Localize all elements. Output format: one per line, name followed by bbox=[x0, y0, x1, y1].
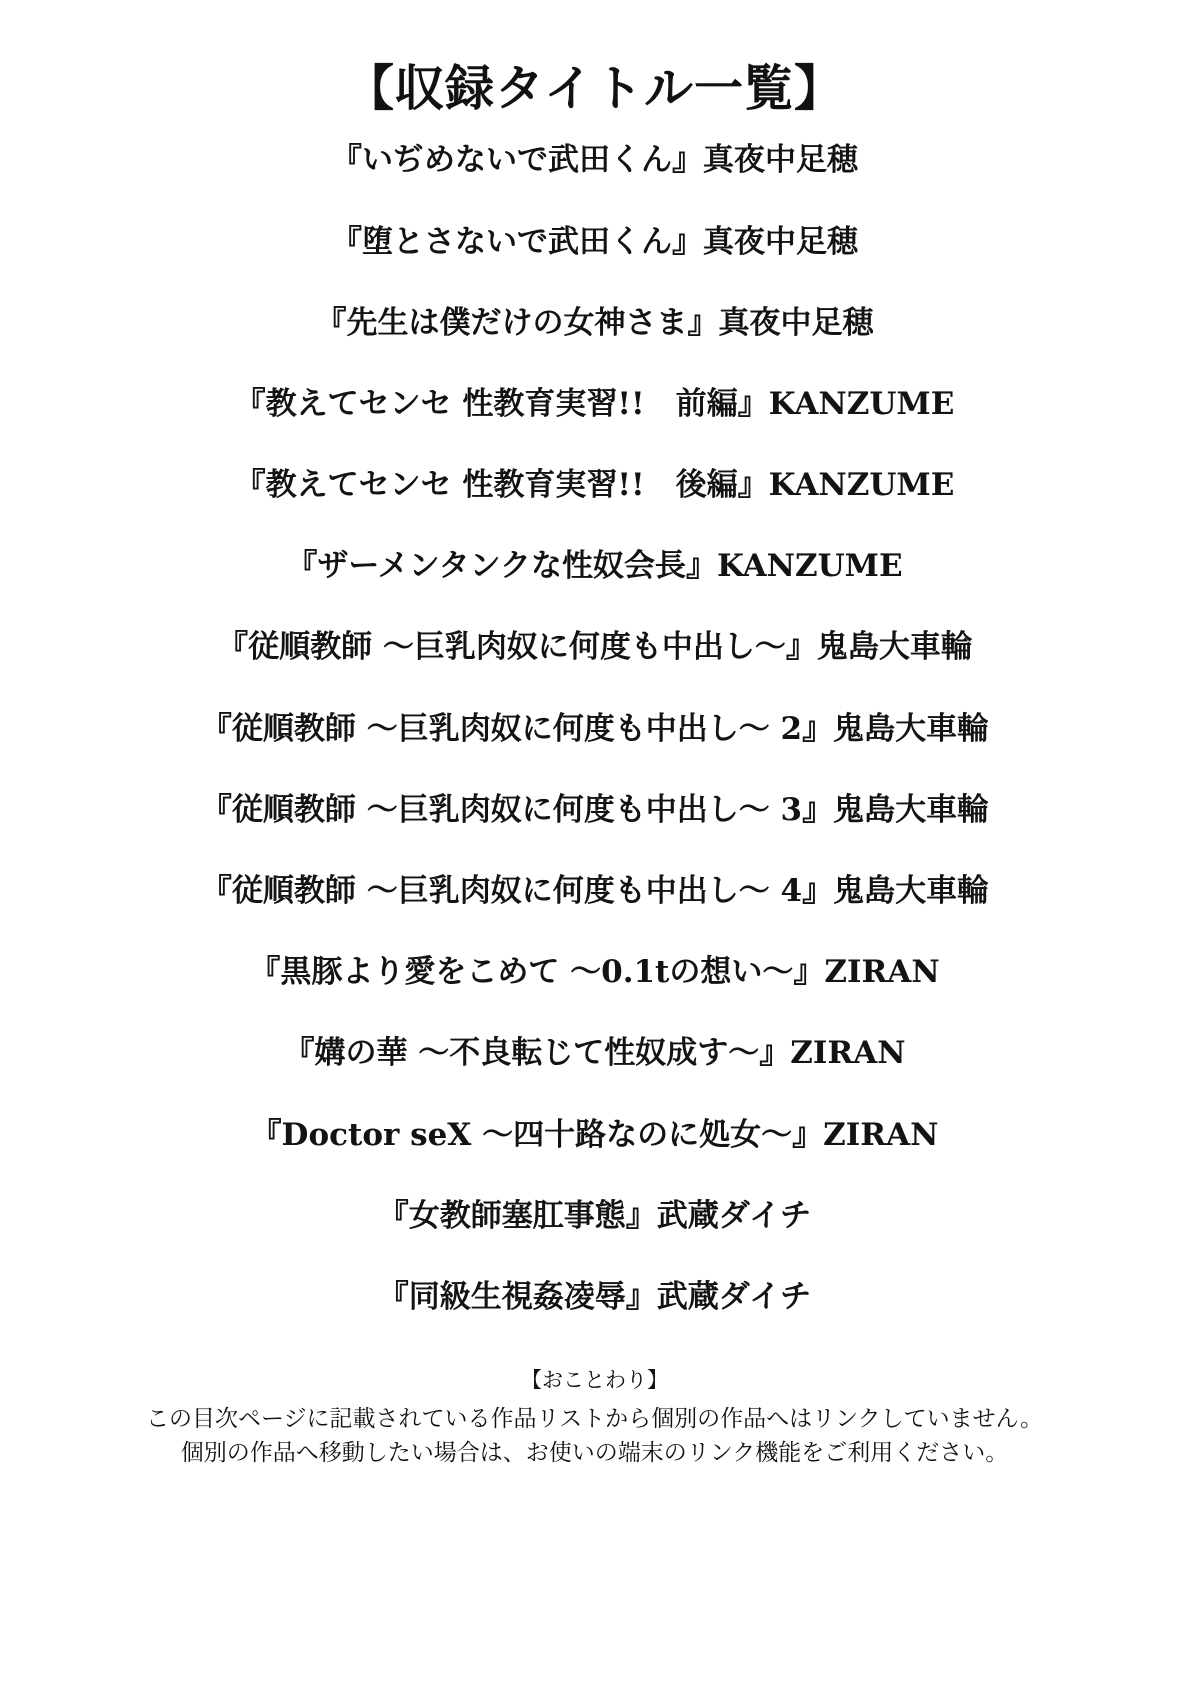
title-list bbox=[40, 142, 1149, 1360]
list-item: 『堕とさないで武田くん』真夜中足穂 bbox=[331, 223, 858, 260]
notice-heading: 【おことわり】 bbox=[521, 1368, 668, 1393]
list-item: 『Doctor seX ～四十路なのに処女～』ZIRAN bbox=[250, 1116, 939, 1153]
list-item: 『ザーメンタンクな性奴会長』KANZUME bbox=[286, 548, 903, 585]
list-item: 『先生は僕だけの女神さま』真夜中足穂 bbox=[315, 304, 874, 341]
list-item: 『同級生視姦凌辱』武蔵ダイチ bbox=[377, 1278, 812, 1315]
list-item: 『教えてセンセ 性教育実習!! 後編』KANZUME bbox=[234, 467, 955, 504]
list-item: 『媾の華 ～不良転じて性奴成す～』ZIRAN bbox=[283, 1035, 906, 1072]
page-title: 【収録タイトル一覧】 bbox=[344, 59, 845, 117]
list-item: 『女教師塞肛事態』武蔵ダイチ bbox=[377, 1197, 812, 1234]
list-item: 『いぢめないで武田くん』真夜中足穂 bbox=[331, 142, 858, 179]
notice-block bbox=[40, 1366, 1149, 1470]
list-item: 『黒豚より愛をこめて ～0.1tの想い～』ZIRAN bbox=[249, 954, 940, 991]
list-item: 『従順教師 ～巨乳肉奴に何度も中出し～ 2』鬼島大車輪 bbox=[200, 710, 989, 747]
notice-line-2: 個別の作品へ移動したい場合は、お使いの端末のリンク機能をご利用ください。 bbox=[180, 1440, 1009, 1466]
list-item: 『従順教師 ～巨乳肉奴に何度も中出し～ 3』鬼島大車輪 bbox=[200, 791, 989, 828]
list-item: 『教えてセンセ 性教育実習!! 前編』KANZUME bbox=[234, 385, 955, 422]
notice-line-1: この目次ページに記載されている作品リストから個別の作品へはリンクしていません。 bbox=[146, 1405, 1043, 1432]
list-item: 『従順教師 ～巨乳肉奴に何度も中出し～』鬼島大車輪 bbox=[217, 629, 972, 666]
list-item: 『従順教師 ～巨乳肉奴に何度も中出し～ 4』鬼島大車輪 bbox=[200, 873, 989, 910]
